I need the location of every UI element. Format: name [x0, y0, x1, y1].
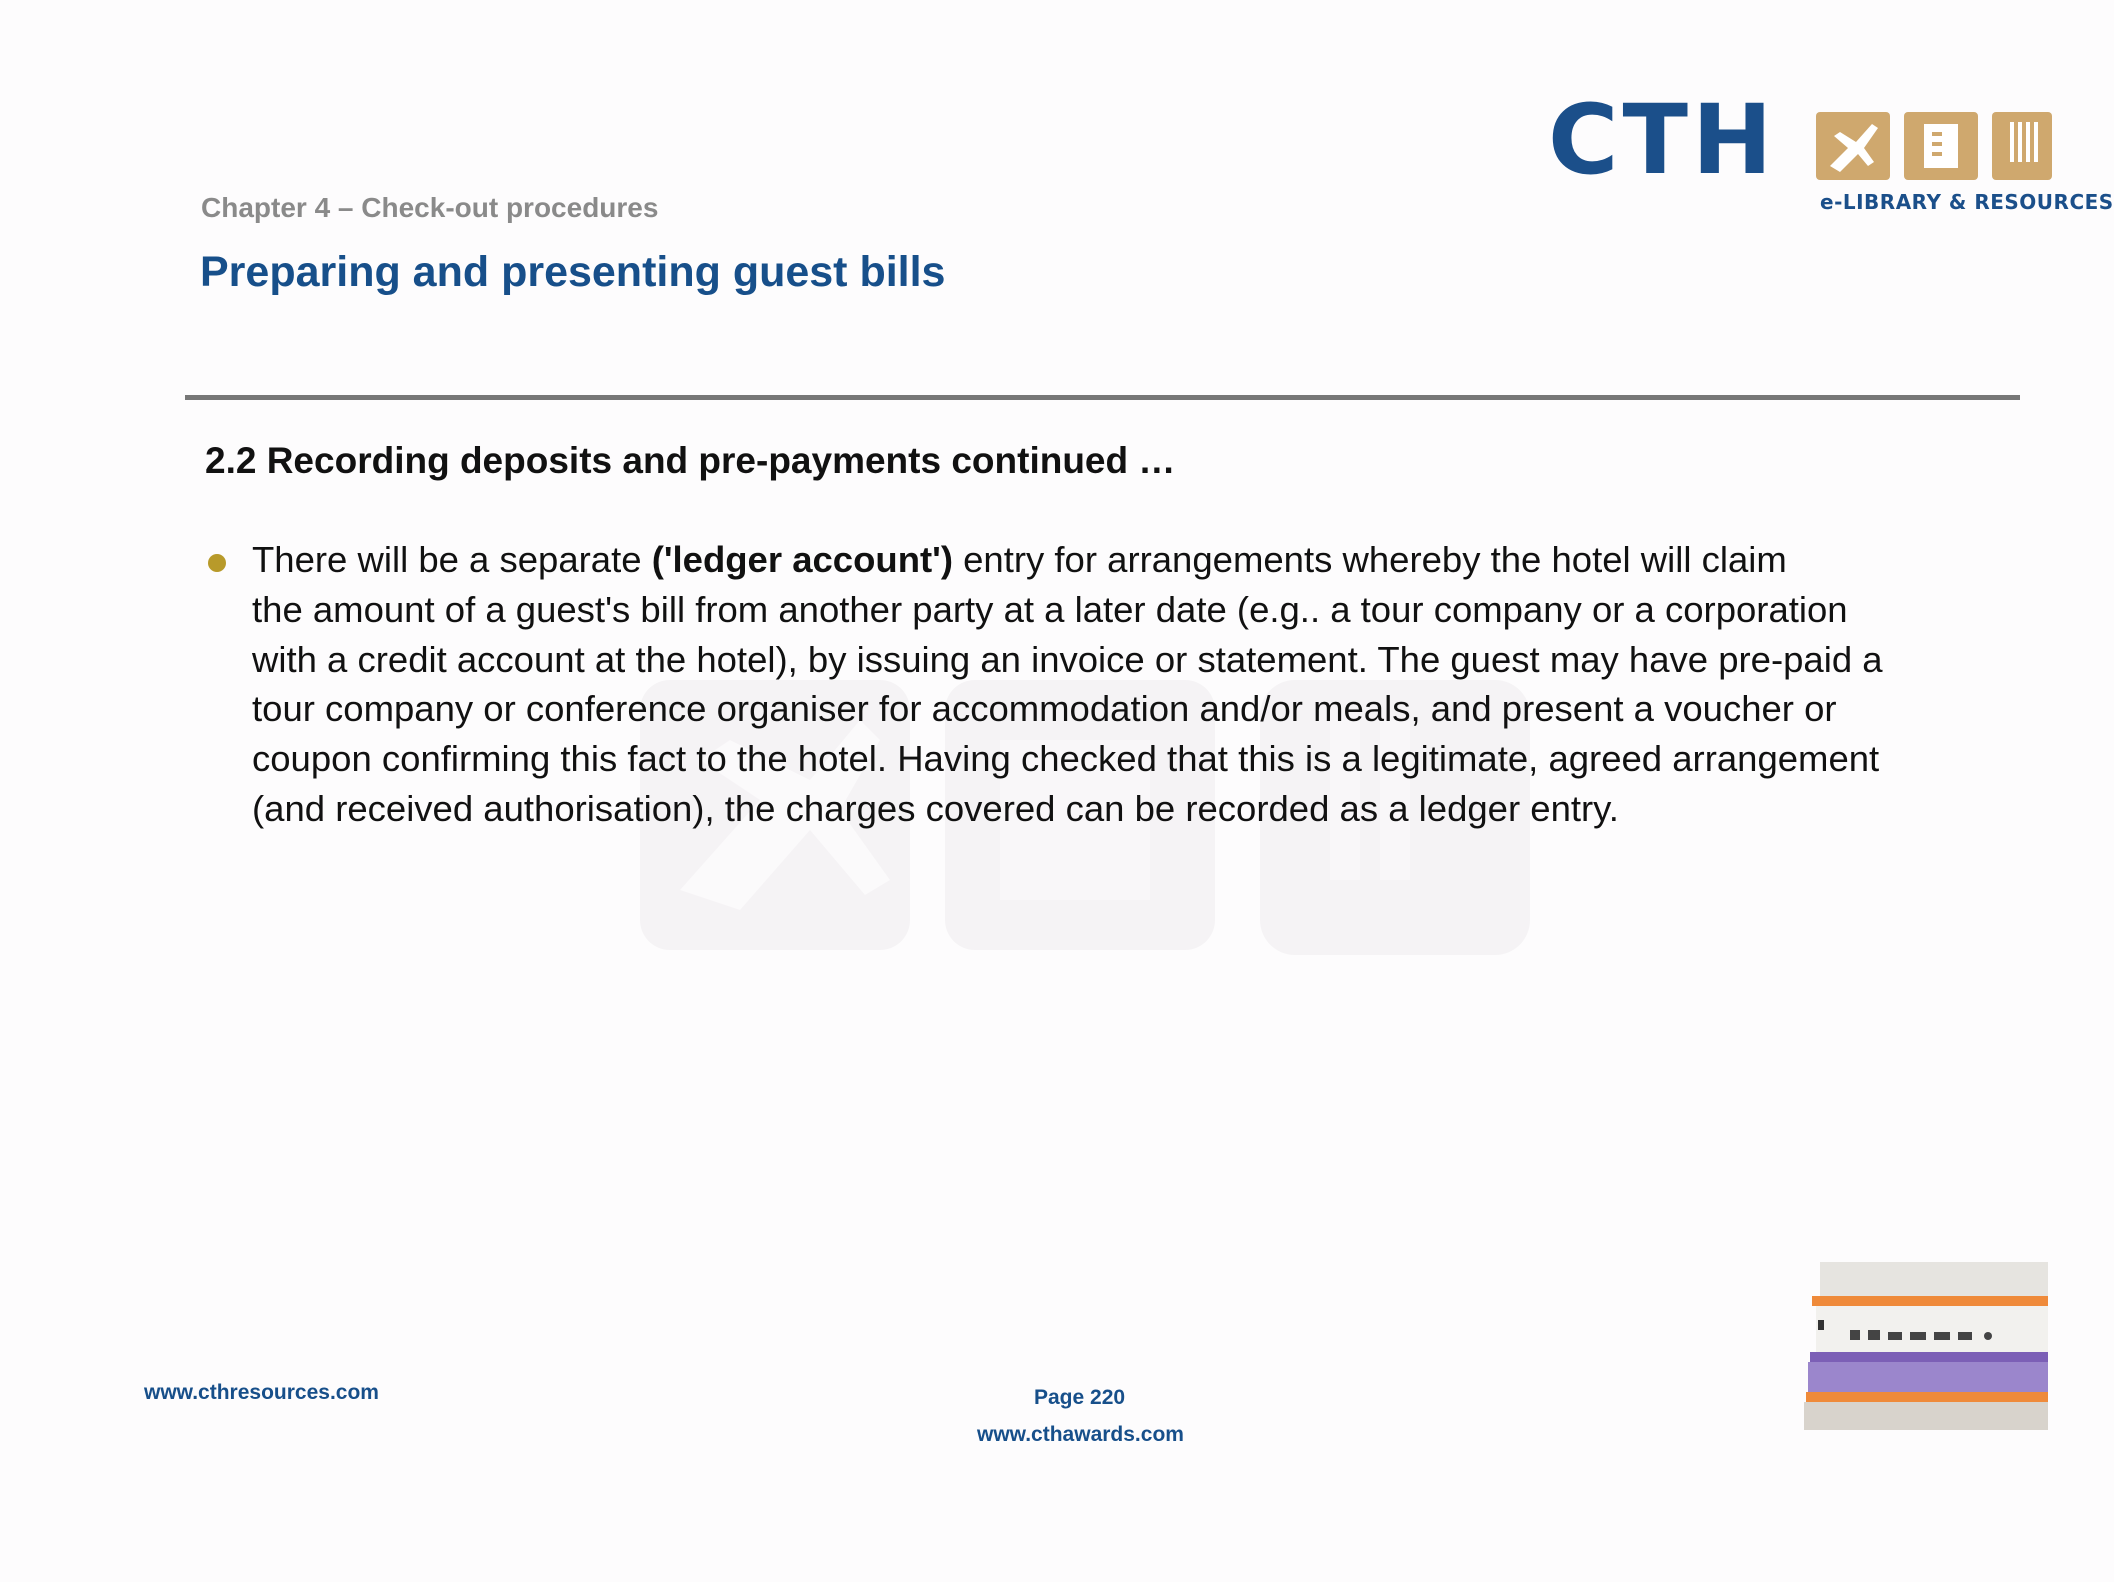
- paragraph-line: with a credit account at the hotel), by issuing an invoice or statement. The guest may have pre-paid a: [252, 638, 1883, 680]
- footer-awards-link[interactable]: www.cthawards.com: [977, 1423, 1184, 1446]
- page-title: Preparing and presenting guest bills: [200, 248, 946, 296]
- header-divider: [185, 395, 2020, 400]
- paragraph-line: (and received authorisation), the charges covered can be recorded as a ledger entry.: [252, 787, 1619, 829]
- logo-text: CTH: [1548, 84, 1777, 196]
- footer-resources-link[interactable]: www.cthresources.com: [144, 1381, 379, 1404]
- logo-subtitle: e-LIBRARY & RESOURCES: [1820, 190, 2114, 214]
- airplane-icon: [1816, 112, 1890, 180]
- ledger-account-term: ('ledger account'): [651, 539, 953, 580]
- bullet-icon: [208, 554, 226, 572]
- line1-pre: There will be a separate: [252, 539, 652, 580]
- cth-logo: [1548, 84, 2114, 220]
- section-heading: 2.2 Recording deposits and pre-payments continued …: [205, 440, 1176, 481]
- page-number: Page 220: [1034, 1386, 1126, 1409]
- books-stack-icon: [1800, 1262, 2048, 1432]
- hotel-key-icon: [1904, 112, 1978, 180]
- paragraph-line: tour company or conference organiser for accommodation and/or meals, and present a voucher or: [252, 688, 1837, 730]
- line1-post: entry for arrangements whereby the hotel will claim: [952, 539, 1787, 580]
- paragraph-line: coupon confirming this fact to the hotel. Having checked that this is a legitimate, agreed arrangement: [252, 738, 1880, 780]
- bullet-paragraph: [252, 535, 2012, 834]
- paragraph-line: [252, 535, 2012, 585]
- chapter-heading: Chapter 4 – Check-out procedures: [201, 192, 659, 223]
- paragraph-line: the amount of a guest's bill from another party at a later date (e.g.. a tour company or a corporation: [252, 588, 1848, 630]
- fork-icon: [1992, 112, 2052, 180]
